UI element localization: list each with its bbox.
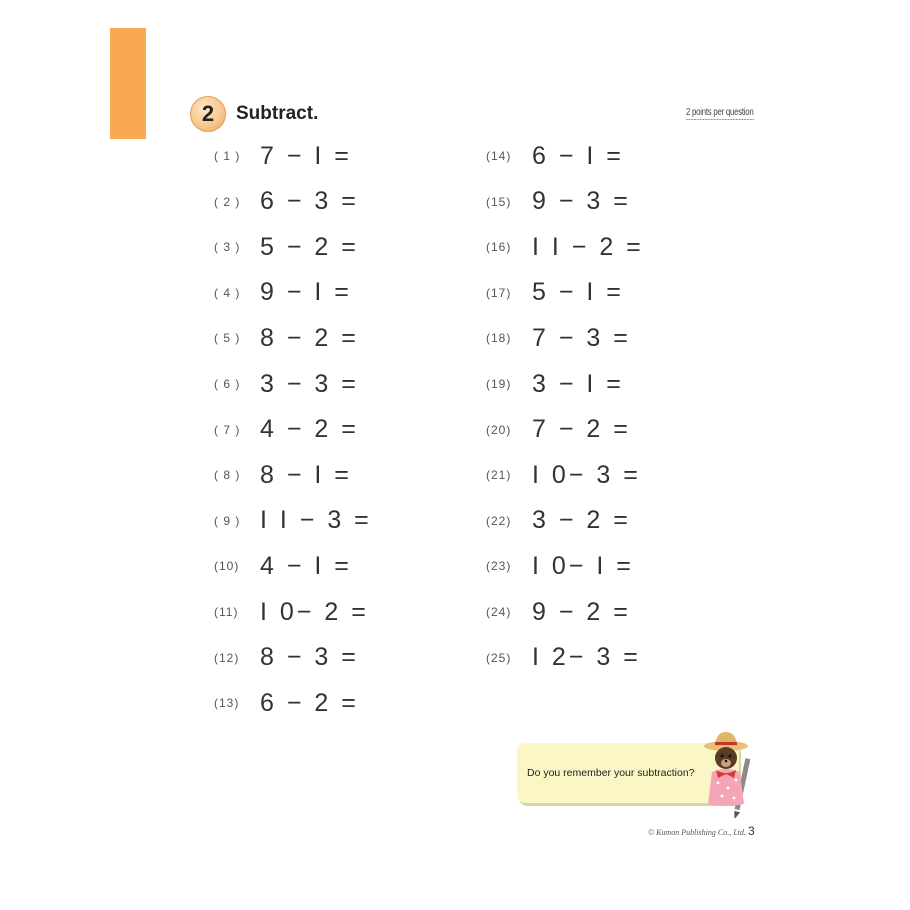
problem-number: (11) xyxy=(214,605,239,619)
problem-item xyxy=(486,415,631,445)
problem-item xyxy=(214,278,352,308)
problem-item xyxy=(486,506,631,536)
problem-item xyxy=(214,415,359,445)
bear-with-hat-and-pencil-icon xyxy=(696,728,760,818)
problem-number: (14) xyxy=(486,149,512,163)
problem-expression: 6 − 3 = xyxy=(260,187,359,216)
problem-item xyxy=(214,597,369,627)
problem-number: (18) xyxy=(486,331,512,346)
section-header xyxy=(190,96,318,132)
problem-item xyxy=(486,369,624,399)
problem-number: ( 2 ) xyxy=(214,194,241,209)
problem-expression: 3 − 3 = xyxy=(260,369,359,398)
problem-item xyxy=(214,187,359,217)
problem-item xyxy=(486,278,624,308)
problem-number: ( 5 ) xyxy=(214,331,241,346)
speech-text: Do you remember your subtraction? xyxy=(527,767,695,779)
problem-number: ( 8 ) xyxy=(214,468,241,483)
problem-item xyxy=(486,551,634,581)
orange-tab-marker xyxy=(110,28,146,139)
problem-expression: 5 − I = xyxy=(532,278,624,307)
problem-expression: 3 − 2 = xyxy=(532,506,631,535)
problem-item xyxy=(214,506,372,536)
problem-expression: 6 − I = xyxy=(532,141,624,170)
problem-number: ( 1 ) xyxy=(214,149,241,163)
problem-number: (21) xyxy=(486,468,512,483)
problem-item xyxy=(486,460,641,490)
section-number-badge: 2 xyxy=(190,96,226,132)
problem-expression: 3 − I = xyxy=(532,369,624,398)
problem-expression: 7 − 2 = xyxy=(532,415,631,444)
problem-expression: 6 − 2 = xyxy=(260,688,359,717)
problem-item xyxy=(486,643,641,673)
problem-expression: 4 − 2 = xyxy=(260,415,359,444)
problem-expression: I 0− I = xyxy=(532,551,634,580)
problem-expression: 4 − I = xyxy=(260,551,352,580)
problem-expression: 8 − 2 = xyxy=(260,323,359,352)
problem-number: (20) xyxy=(486,422,512,437)
problem-expression: I 2− 3 = xyxy=(532,643,641,672)
problem-expression: I 0− 2 = xyxy=(260,597,369,626)
problem-number: (19) xyxy=(486,377,512,391)
problem-expression: 7 − I = xyxy=(260,141,352,170)
problem-item xyxy=(486,323,631,353)
problem-item xyxy=(214,141,352,171)
problem-number: (24) xyxy=(486,605,512,619)
problem-number: ( 7 ) xyxy=(214,422,241,437)
problem-number: ( 4 ) xyxy=(214,285,241,300)
problem-expression: 9 − 2 = xyxy=(532,597,631,626)
problem-number: (16) xyxy=(486,240,512,255)
problem-number: (23) xyxy=(486,559,512,574)
problem-item xyxy=(214,460,352,490)
problem-expression: 9 − 3 = xyxy=(532,187,631,216)
problem-expression: 9 − I = xyxy=(260,278,352,307)
problem-expression: 8 − I = xyxy=(260,460,352,489)
problem-number: (12) xyxy=(214,650,240,665)
section-title: Subtract. xyxy=(236,103,319,124)
problem-item xyxy=(486,141,624,171)
problem-expression: I 0− 3 = xyxy=(532,460,641,489)
problem-item xyxy=(214,369,359,399)
problem-number: (22) xyxy=(486,513,512,528)
problem-number: ( 3 ) xyxy=(214,240,241,255)
problem-item xyxy=(214,643,359,673)
problem-number: (25) xyxy=(486,650,512,665)
problem-expression: 7 − 3 = xyxy=(532,323,631,352)
problem-item xyxy=(214,551,352,581)
problem-expression: 5 − 2 = xyxy=(260,232,359,261)
problem-expression: I I − 3 = xyxy=(260,506,372,535)
problem-item xyxy=(214,232,359,262)
problem-item xyxy=(214,688,359,718)
problem-number: (13) xyxy=(214,696,240,711)
problem-number: ( 6 ) xyxy=(214,377,241,391)
problem-item xyxy=(486,597,631,627)
problem-number: (17) xyxy=(486,285,512,300)
problem-number: (15) xyxy=(486,194,512,209)
page-number: 3 xyxy=(748,824,755,838)
footer-copyright: © Kumon Publishing Co., Ltd. xyxy=(648,828,746,837)
problem-expression: I I − 2 = xyxy=(532,232,644,261)
problem-number: ( 9 ) xyxy=(214,513,241,528)
problem-item xyxy=(486,187,631,217)
problem-item xyxy=(486,232,644,262)
points-note: 2 points per question xyxy=(686,107,754,118)
problem-expression: 8 − 3 = xyxy=(260,643,359,672)
problem-number: (10) xyxy=(214,559,240,574)
problem-item xyxy=(214,323,359,353)
